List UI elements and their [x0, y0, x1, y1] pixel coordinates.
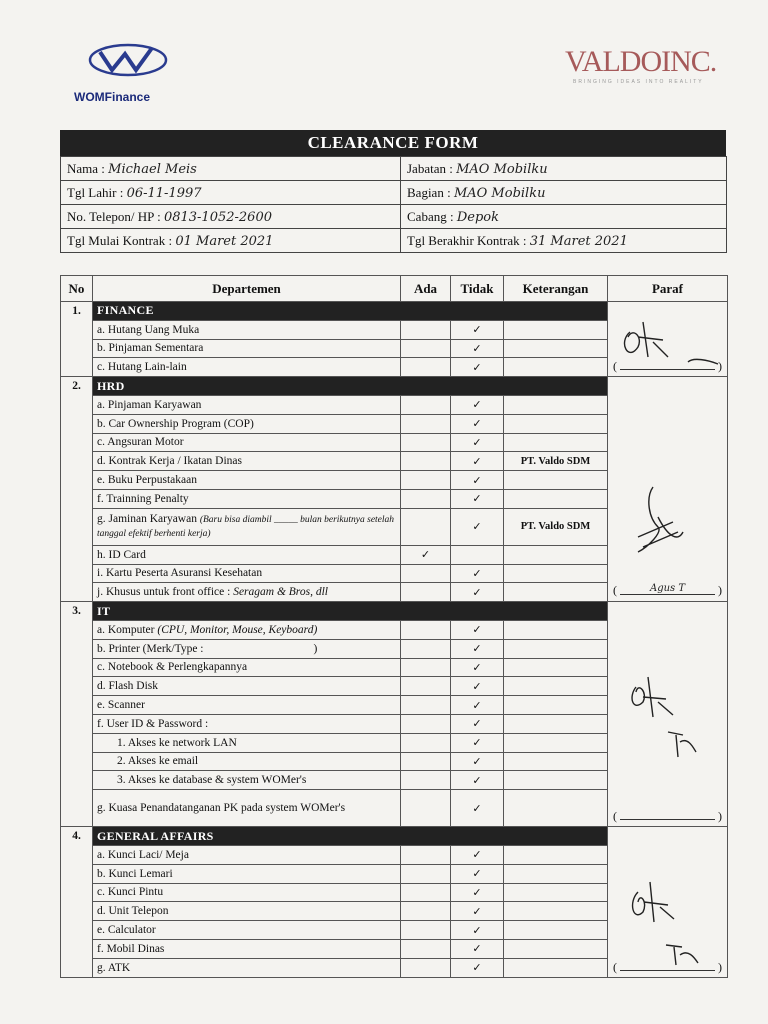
close-paren: ): [313, 642, 318, 655]
berakhir-label: Tgl Berakhir Kontrak :: [407, 232, 527, 248]
cell-tidak[interactable]: ✓: [451, 883, 504, 902]
telepon-value: 0813-1052-2600: [163, 209, 272, 225]
section-no: 3.: [61, 602, 93, 827]
cell-ada[interactable]: [401, 902, 451, 921]
cell-tidak[interactable]: ✓: [451, 358, 504, 377]
item-label-text: b. Printer (Merk/Type :: [97, 642, 204, 655]
cell-ada[interactable]: [401, 508, 451, 545]
item-label: f. User ID & Password :: [93, 714, 401, 733]
cell-tidak[interactable]: ✓: [451, 902, 504, 921]
info-mulai-kontrak: [61, 229, 401, 253]
cell-keterangan[interactable]: [504, 696, 608, 715]
cell-ada[interactable]: [401, 845, 451, 864]
cell-tidak[interactable]: ✓: [451, 508, 504, 545]
section-title: FINANCE: [93, 302, 608, 321]
cell-ada[interactable]: [401, 677, 451, 696]
item-label: [93, 639, 401, 658]
cell-keterangan[interactable]: [504, 790, 608, 827]
cell-keterangan[interactable]: [504, 902, 608, 921]
cell-ada[interactable]: [401, 658, 451, 677]
signature-hrd: [608, 477, 726, 567]
item-label: 3. Akses ke database & system WOMer's: [93, 771, 401, 790]
womfinance-logo: [70, 40, 185, 105]
cell-keterangan[interactable]: [504, 489, 608, 508]
item-label: c. Notebook & Perlengkapannya: [93, 658, 401, 677]
item-label: i. Kartu Peserta Asuransi Kesehatan: [93, 564, 401, 583]
table-header-row: [61, 276, 728, 302]
cell-keterangan[interactable]: [504, 771, 608, 790]
item-label: b. Car Ownership Program (COP): [93, 414, 401, 433]
cell-keterangan[interactable]: [504, 864, 608, 883]
section-no: 1.: [61, 302, 93, 377]
cell-ada[interactable]: [401, 790, 451, 827]
section-no: 2.: [61, 377, 93, 602]
cell-keterangan[interactable]: [504, 714, 608, 733]
cell-ada[interactable]: [401, 696, 451, 715]
cabang-label: Cabang :: [407, 208, 454, 224]
womfinance-mark-icon: [70, 40, 185, 85]
cell-tidak[interactable]: [451, 545, 504, 564]
cell-keterangan[interactable]: [504, 564, 608, 583]
cell-ada[interactable]: [401, 452, 451, 471]
womfinance-logo-text: WOMFinance: [74, 90, 151, 104]
item-label: e. Scanner: [93, 696, 401, 715]
info-cabang: [401, 205, 727, 229]
item-label-text: j. Khusus untuk front office :: [97, 586, 231, 599]
cell-keterangan[interactable]: [504, 939, 608, 958]
cell-keterangan[interactable]: [504, 733, 608, 752]
form-title: CLEARANCE FORM: [60, 130, 726, 156]
cell-ada[interactable]: [401, 620, 451, 639]
cell-keterangan[interactable]: [504, 845, 608, 864]
cell-tidak[interactable]: ✓: [451, 752, 504, 771]
cell-keterangan[interactable]: [504, 339, 608, 358]
cell-tidak[interactable]: ✓: [451, 583, 504, 602]
cell-ada[interactable]: [401, 583, 451, 602]
jabatan-value: MAO Mobilku: [456, 161, 548, 177]
cell-ada[interactable]: [401, 921, 451, 940]
info-berakhir-kontrak: [401, 229, 727, 253]
cell-tidak[interactable]: ✓: [451, 845, 504, 864]
item-note: (CPU, Monitor, Mouse, Keyboard): [157, 623, 318, 636]
item-label-text: a. Komputer: [97, 623, 155, 636]
item-label: a. Pinjaman Karyawan: [93, 395, 401, 414]
signature-ga: [608, 867, 726, 967]
paraf-paren: [613, 809, 722, 824]
cell-tidak[interactable]: ✓: [451, 921, 504, 940]
item-label: c. Kunci Pintu: [93, 883, 401, 902]
item-label: [93, 508, 401, 545]
cell-tidak[interactable]: ✓: [451, 564, 504, 583]
signature-it: [608, 657, 726, 767]
section-title: IT: [93, 602, 608, 621]
section-hrd-header: [61, 377, 728, 396]
item-label: f. Trainning Penalty: [93, 489, 401, 508]
cell-tidak[interactable]: ✓: [451, 489, 504, 508]
cell-ada[interactable]: [401, 864, 451, 883]
cell-tidak[interactable]: ✓: [451, 696, 504, 715]
col-paraf: Paraf: [608, 276, 728, 302]
cell-keterangan[interactable]: [504, 883, 608, 902]
cell-keterangan[interactable]: PT. Valdo SDM: [504, 452, 608, 471]
nama-label: Nama :: [67, 160, 105, 176]
col-tidak: Tidak: [451, 276, 504, 302]
item-label-text: g. Jaminan Karyawan: [97, 512, 197, 525]
bagian-label: Bagian :: [407, 184, 451, 200]
paren-open: (: [613, 583, 617, 598]
cell-tidak[interactable]: ✓: [451, 958, 504, 977]
col-ada: Ada: [401, 276, 451, 302]
paren-close: ): [718, 583, 722, 598]
cabang-value: Depok: [456, 209, 499, 225]
cell-tidak[interactable]: ✓: [451, 471, 504, 490]
section-no: 4.: [61, 827, 93, 977]
item-label: a. Kunci Laci/ Meja: [93, 845, 401, 864]
cell-tidak[interactable]: ✓: [451, 939, 504, 958]
cell-tidak[interactable]: ✓: [451, 395, 504, 414]
col-keterangan: Keterangan: [504, 276, 608, 302]
paraf-name-hrd: Agus T: [620, 583, 715, 595]
item-label: d. Flash Disk: [93, 677, 401, 696]
info-bagian: [401, 181, 727, 205]
cell-tidak[interactable]: ✓: [451, 433, 504, 452]
cell-keterangan[interactable]: [504, 658, 608, 677]
nama-value: Michael Meis: [108, 161, 197, 177]
item-label: [93, 620, 401, 639]
paraf-line: [620, 359, 715, 370]
tgl-lahir-label: Tgl Lahir :: [67, 184, 124, 200]
cell-ada[interactable]: [401, 564, 451, 583]
paren-open: (: [613, 809, 617, 824]
paraf-line: [620, 960, 715, 971]
jabatan-label: Jabatan :: [407, 160, 453, 176]
cell-ada[interactable]: ✓: [401, 545, 451, 564]
cell-tidak[interactable]: ✓: [451, 639, 504, 658]
cell-tidak[interactable]: ✓: [451, 620, 504, 639]
item-label: a. Hutang Uang Muka: [93, 320, 401, 339]
cell-keterangan[interactable]: [504, 620, 608, 639]
cell-tidak[interactable]: ✓: [451, 320, 504, 339]
berakhir-value: 31 Maret 2021: [529, 233, 628, 249]
col-no: No: [61, 276, 93, 302]
item-label: 2. Akses ke email: [93, 752, 401, 771]
cell-tidak[interactable]: ✓: [451, 339, 504, 358]
paren-close: ): [718, 359, 722, 374]
paren-close: ): [718, 959, 722, 974]
paraf-it: [608, 602, 728, 827]
item-label: e. Buku Perpustakaan: [93, 471, 401, 490]
cell-tidak[interactable]: ✓: [451, 771, 504, 790]
item-label: f. Mobil Dinas: [93, 939, 401, 958]
cell-tidak[interactable]: ✓: [451, 658, 504, 677]
mulai-value: 01 Maret 2021: [175, 233, 274, 249]
section-title: HRD: [93, 377, 608, 396]
cell-keterangan[interactable]: [504, 320, 608, 339]
cell-keterangan[interactable]: [504, 752, 608, 771]
item-label: b. Pinjaman Sementara: [93, 339, 401, 358]
cell-ada[interactable]: [401, 883, 451, 902]
section-title: GENERAL AFFAIRS: [93, 827, 608, 846]
info-telepon: [61, 205, 401, 229]
section-ga-header: [61, 827, 728, 846]
paraf-finance: [608, 302, 728, 377]
item-label: h. ID Card: [93, 545, 401, 564]
cell-tidak[interactable]: ✓: [451, 414, 504, 433]
cell-tidak[interactable]: ✓: [451, 790, 504, 827]
paren-open: (: [613, 959, 617, 974]
cell-ada[interactable]: [401, 958, 451, 977]
paren-open: (: [613, 359, 617, 374]
cell-ada[interactable]: [401, 358, 451, 377]
valdo-logo-text: VALDOINC.: [565, 45, 717, 78]
cell-tidak[interactable]: ✓: [451, 714, 504, 733]
paraf-ga: [608, 827, 728, 977]
item-label: c. Angsuran Motor: [93, 433, 401, 452]
tgl-lahir-value: 06-11-1997: [126, 185, 202, 201]
telepon-label: No. Telepon/ HP :: [67, 208, 161, 224]
cell-keterangan[interactable]: [504, 958, 608, 977]
valdo-logo-tagline: BRINGING IDEAS INTO REALITY: [573, 79, 704, 85]
cell-keterangan[interactable]: [504, 677, 608, 696]
cell-ada[interactable]: [401, 339, 451, 358]
cell-tidak[interactable]: ✓: [451, 452, 504, 471]
cell-keterangan[interactable]: [504, 639, 608, 658]
bagian-value: MAO Mobilku: [453, 185, 546, 201]
paraf-paren: [613, 359, 722, 374]
cell-keterangan[interactable]: [504, 395, 608, 414]
cell-ada[interactable]: [401, 714, 451, 733]
mulai-label: Tgl Mulai Kontrak :: [67, 232, 173, 248]
cell-keterangan[interactable]: [504, 471, 608, 490]
paren-close: ): [718, 809, 722, 824]
info-jabatan: [401, 157, 727, 181]
cell-keterangan[interactable]: [504, 545, 608, 564]
cell-ada[interactable]: [401, 433, 451, 452]
item-note: (Baru bisa diambil _____ bulan berikutnya setelah tanggal efektif berhenti kerja): [97, 514, 395, 539]
cell-ada[interactable]: [401, 395, 451, 414]
valdo-logo: [565, 45, 715, 105]
paraf-paren: [613, 583, 722, 599]
col-departemen: Departemen: [93, 276, 401, 302]
item-label: g. Kuasa Penandatanganan PK pada system WOMer's: [93, 790, 401, 827]
item-label: c. Hutang Lain-lain: [93, 358, 401, 377]
cell-keterangan[interactable]: [504, 433, 608, 452]
cell-keterangan[interactable]: [504, 583, 608, 602]
item-label: d. Unit Telepon: [93, 902, 401, 921]
item-label: [93, 583, 401, 602]
cell-ada[interactable]: [401, 489, 451, 508]
item-note: Seragam & Bros, dll: [233, 586, 328, 599]
cell-keterangan[interactable]: [504, 358, 608, 377]
cell-ada[interactable]: [401, 771, 451, 790]
cell-ada[interactable]: [401, 939, 451, 958]
cell-keterangan[interactable]: PT. Valdo SDM: [504, 508, 608, 545]
cell-tidak[interactable]: ✓: [451, 733, 504, 752]
paraf-line: [620, 809, 715, 820]
item-label: 1. Akses ke network LAN: [93, 733, 401, 752]
cell-ada[interactable]: [401, 320, 451, 339]
item-label: e. Calculator: [93, 921, 401, 940]
cell-ada[interactable]: [401, 414, 451, 433]
cell-ada[interactable]: [401, 752, 451, 771]
section-finance-header: [61, 302, 728, 321]
cell-ada[interactable]: [401, 733, 451, 752]
clearance-table: [60, 275, 728, 978]
cell-ada[interactable]: [401, 639, 451, 658]
item-label: g. ATK: [93, 958, 401, 977]
employee-info-table: [60, 156, 727, 253]
cell-tidak[interactable]: ✓: [451, 677, 504, 696]
info-tgl-lahir: [61, 181, 401, 205]
cell-tidak[interactable]: ✓: [451, 864, 504, 883]
item-label: b. Kunci Lemari: [93, 864, 401, 883]
cell-ada[interactable]: [401, 471, 451, 490]
section-it-header: [61, 602, 728, 621]
item-label: d. Kontrak Kerja / Ikatan Dinas: [93, 452, 401, 471]
paraf-paren: [613, 960, 722, 975]
cell-keterangan[interactable]: [504, 921, 608, 940]
paraf-hrd: [608, 377, 728, 602]
cell-keterangan[interactable]: [504, 414, 608, 433]
info-nama: [61, 157, 401, 181]
